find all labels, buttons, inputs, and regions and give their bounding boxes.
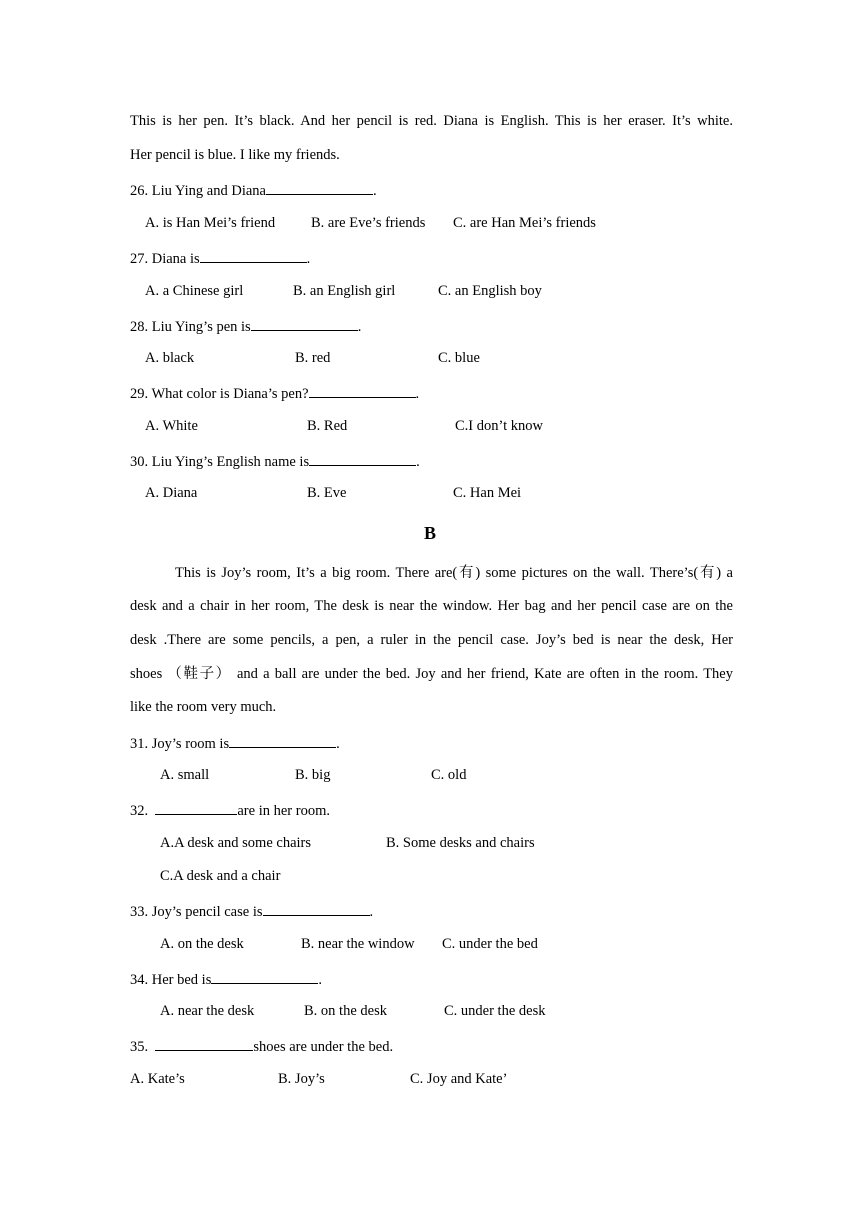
question-26-option-c: C. are Han Mei’s friends [453, 215, 596, 231]
question-33-stem [130, 901, 373, 921]
question-29-option-a: A. White [145, 418, 198, 434]
question-27-stem [130, 248, 310, 268]
question-30-stem-text: 30. Liu Ying’s English name is [130, 454, 310, 470]
passage-b-line-5: like the room very much. [130, 699, 277, 715]
question-27-stem-end: . [306, 251, 311, 267]
passage-b-line-4: shoes （鞋子） and a ball are under the bed. Joy and her friend, Kate are often in the room. They [130, 666, 733, 682]
question-29-option-b: B. Red [307, 418, 348, 434]
passage-b-line-2: desk and a chair in her room, The desk is near the window. Her bag and her pencil case are on the [130, 598, 733, 614]
question-26-option-a: A. is Han Mei’s friend [145, 215, 276, 231]
question-31-stem-text: 31. Joy’s room is [130, 736, 230, 752]
passage-b-line-3: desk .There are some pencils, a pen, a ruler in the pencil case. Joy’s bed is near the desk, Her [130, 632, 733, 648]
question-31-stem [130, 733, 340, 753]
question-27-option-c: C. an English boy [438, 283, 542, 299]
question-34-stem-end: . [318, 972, 322, 988]
question-34-option-c: C. under the desk [444, 1003, 546, 1019]
question-30-blank [309, 451, 416, 466]
question-29-stem [130, 383, 419, 403]
question-29-blank [309, 383, 416, 398]
question-32-option-c: C.A desk and a chair [160, 868, 281, 884]
question-27-option-a: A. a Chinese girl [145, 283, 244, 299]
passage-a-line-1: This is her pen. It’s black. And her pencil is red. Diana is English. This is her eraser. It’s white. [130, 113, 733, 129]
question-34-option-a: A. near the desk [160, 1003, 255, 1019]
question-28-option-a: A. black [145, 350, 195, 366]
question-28-option-b: B. red [295, 350, 331, 366]
question-32-option-b: B. Some desks and chairs [386, 835, 535, 851]
question-33-blank [263, 901, 370, 916]
question-30-option-a: A. Diana [145, 485, 198, 501]
question-29-stem-text: 29. What color is Diana’s pen? [130, 386, 309, 402]
question-31-option-a: A. small [160, 767, 210, 783]
question-35-stem [130, 1036, 393, 1056]
question-28-blank [251, 316, 358, 331]
question-35-option-c: C. Joy and Kate’ [410, 1071, 508, 1087]
question-26-stem [130, 180, 377, 200]
question-28-stem-text: 28. Liu Ying’s pen is [130, 319, 251, 335]
question-35-stem-end: shoes are under the bed. [253, 1039, 394, 1055]
question-34-option-b: B. on the desk [304, 1003, 387, 1019]
question-35-blank [155, 1036, 253, 1051]
question-27-option-b: B. an English girl [293, 283, 396, 299]
question-32-stem-end: are in her room. [237, 803, 330, 819]
question-32-stem-text: 32. [130, 803, 156, 819]
section-b-heading: B [423, 523, 436, 543]
question-27-blank [200, 248, 307, 263]
question-30-stem-end: . [416, 454, 420, 470]
question-30-stem [130, 451, 420, 471]
question-33-option-b: B. near the window [301, 936, 415, 952]
question-34-blank [211, 969, 318, 984]
question-26-option-b: B. are Eve’s friends [311, 215, 426, 231]
question-32-stem [130, 800, 330, 820]
question-34-stem-text: 34. Her bed is [130, 972, 212, 988]
question-34-stem [130, 969, 322, 989]
question-28-stem-end: . [357, 319, 362, 335]
question-31-option-c: C. old [431, 767, 467, 783]
question-26-blank [266, 180, 373, 195]
passage-b-line-1: This is Joy’s room, It’s a big room. There are(有) some pictures on the wall. There’s(有) a [175, 565, 733, 581]
question-33-option-c: C. under the bed [442, 936, 538, 952]
question-26-stem-end: . [372, 183, 377, 199]
question-31-option-b: B. big [295, 767, 331, 783]
question-31-blank [229, 733, 336, 748]
question-32-blank [155, 800, 237, 815]
question-33-stem-text: 33. Joy’s pencil case is [130, 904, 263, 920]
question-35-stem-text: 35. [130, 1039, 156, 1055]
question-33-option-a: A. on the desk [160, 936, 244, 952]
passage-a-line-2: Her pencil is blue. I like my friends. [130, 147, 340, 163]
question-33-stem-end: . [369, 904, 374, 920]
question-30-option-b: B. Eve [307, 485, 347, 501]
question-26-stem-text: 26. Liu Ying and Diana [130, 183, 266, 199]
question-30-option-c: C. Han Mei [453, 485, 522, 501]
question-35-option-b: B. Joy’s [278, 1071, 325, 1087]
question-31-stem-end: . [336, 736, 340, 752]
question-35-option-a: A. Kate’s [130, 1071, 185, 1087]
question-28-stem [130, 316, 361, 336]
question-29-stem-end: . [415, 386, 420, 402]
question-28-option-c: C. blue [438, 350, 480, 366]
question-29-option-c: C.I don’t know [455, 418, 543, 434]
question-32-option-a: A.A desk and some chairs [160, 835, 312, 851]
question-27-stem-text: 27. Diana is [130, 251, 200, 267]
